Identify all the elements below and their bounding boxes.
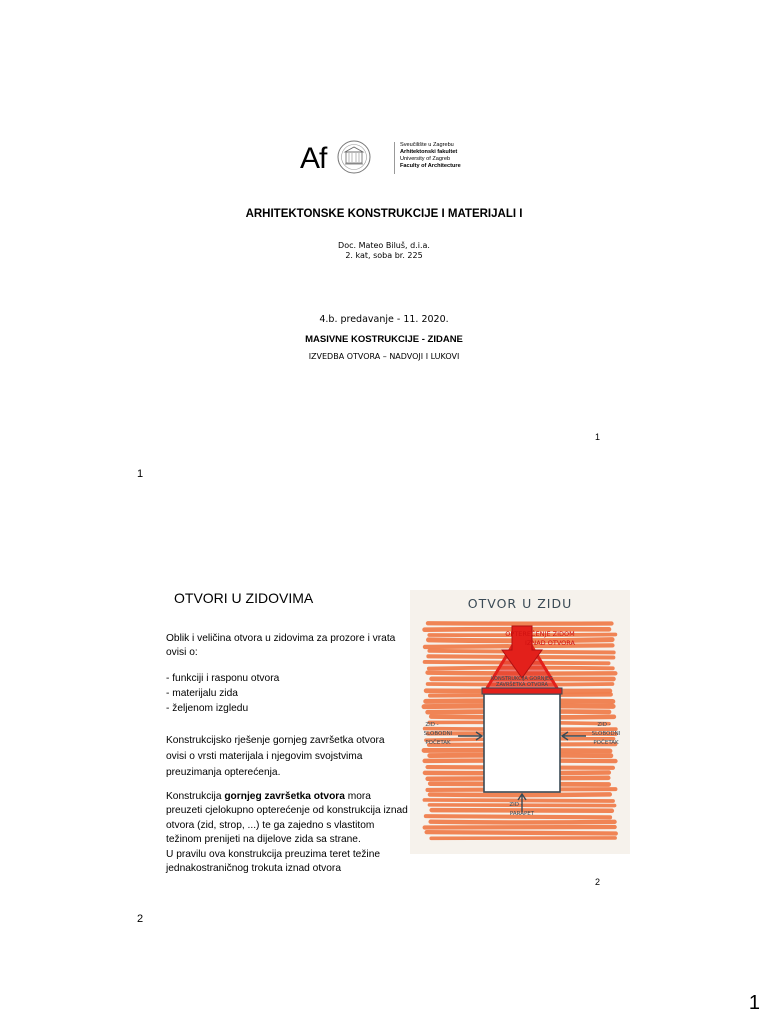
lintel-label: ZAVRŠETKA OTVORA: [496, 682, 548, 688]
intro-text: Oblik i veličina otvora u zidovima za prozore i vrata ovisi o:: [166, 633, 396, 658]
parapet-label: PARAPET: [509, 811, 535, 817]
right-wall-label: ZID -: [597, 722, 611, 728]
wall-stroke: [430, 794, 610, 795]
right-wall-label: POČETAK: [593, 740, 619, 746]
lintel: [482, 688, 562, 694]
lintel-label: KONSTRUKCIJA GORNJEG: [491, 676, 553, 682]
lecture-topic: MASIVNE KOSTRUKCIJE - ZIDANE: [305, 334, 463, 345]
lecture-subtopic: IZVEDBA OTVORA – NADVOJI I LUKOVI: [308, 352, 460, 361]
page-number: 1: [748, 992, 760, 1014]
sketch-title: OTVOR U ZIDU: [467, 596, 573, 611]
slide-title: OTVORI U ZIDOVIMA: [174, 590, 314, 606]
left-wall-label: POČETAK: [425, 740, 451, 746]
lecturer-info: [0, 241, 768, 261]
solution-text: Konstrukcijsko rješenje gornjeg završetka otvora ovisi o vrsti materijala i njegovim svojstvima preuzimanja opterećenja.: [166, 735, 385, 778]
lintel-text: [166, 790, 408, 876]
list-item: - funkciji i rasponu otvora: [166, 673, 280, 684]
lecturer-name: Doc. Mateo Biluš, d.i.a.: [338, 241, 430, 250]
load-label: OPTEREĆENJE ZIDOM: [505, 630, 575, 638]
left-wall-label: SLOBODNI: [423, 731, 453, 737]
slide-number: 1: [595, 432, 601, 442]
list-item: - materijalu zida: [166, 688, 238, 699]
left-wall-label: ZID -: [425, 722, 439, 728]
course-title: ARHITEKTONSKE KONSTRUKCIJE I MATERIJALI I: [245, 208, 523, 220]
wall-stroke: [431, 822, 615, 823]
parapet-label: ZID -: [509, 802, 523, 808]
lecturer-room: 2. kat, soba br. 225: [345, 251, 423, 260]
lintel-text-start: Konstrukcija: [166, 791, 225, 802]
slide-index: 2: [137, 913, 144, 925]
logo-divider: [394, 142, 395, 174]
opening: [484, 694, 560, 792]
slide-number: 2: [595, 877, 601, 887]
list-item: - željenom izgledu: [166, 703, 249, 714]
right-wall-label: SLOBODNI: [591, 731, 621, 737]
logo-line: Faculty of Architecture: [400, 163, 461, 169]
factor-list: [166, 672, 396, 717]
logo-text: [400, 142, 470, 170]
slide-index: 1: [137, 468, 144, 480]
logo-line: University of Zagreb: [400, 156, 451, 162]
logo-mark: Af: [300, 142, 327, 175]
wall-opening-sketch: [410, 590, 630, 854]
wall-stroke: [427, 832, 616, 833]
lintel-keyword: gornjeg završetka otvora: [224, 791, 345, 802]
rule-text: U pravilu ova konstrukcija preuzima teret težine jednakostraničnog trokuta iznad otvora: [166, 848, 381, 875]
load-label: IZNAD OTVORA: [525, 639, 575, 647]
lintel-text-end: mora preuzeti cjelokupno opterećenje od konstrukcija iznad otvora (zid, strop, ...) te ga zajedno s vlastitom težinom prenijeti na dijelove zida sa strane.: [166, 791, 408, 846]
logo-line: Sveučilište u Zagrebu: [400, 142, 454, 148]
faculty-logo: [298, 138, 470, 180]
logo-line: Arhitektonski fakultet: [400, 149, 458, 155]
university-seal-icon: [337, 140, 371, 174]
lecture-number: 4.b. predavanje - 11. 2020.: [319, 314, 449, 325]
